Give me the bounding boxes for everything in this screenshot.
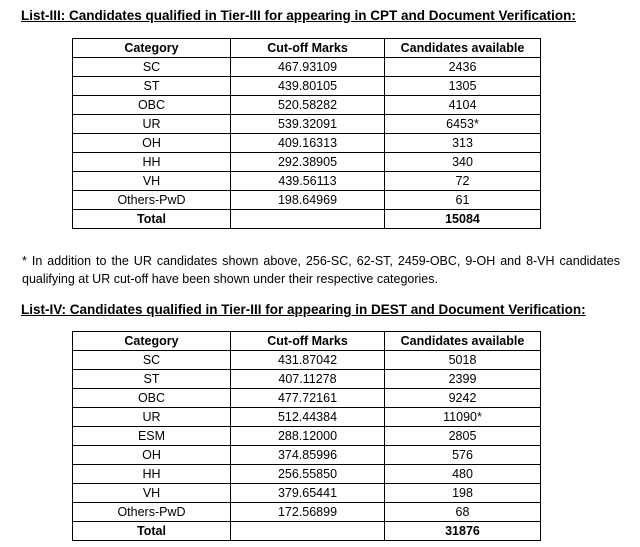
cutoff-marks-cell: 512.44384 (231, 408, 385, 427)
footnote: * In addition to the UR candidates shown above, 256-SC, 62-ST, 2459-OBC, 9-OH and 8-VH candidates qualifying at UR cut-off have been shown under their respective categories. (22, 254, 620, 286)
cutoff-marks-cell: 409.16313 (231, 134, 385, 153)
table-row (73, 465, 541, 484)
cutoff-marks-cell: 439.80105 (231, 77, 385, 96)
cutoff-marks-cell: 198.64969 (231, 191, 385, 210)
category-cell: OH (73, 134, 231, 153)
candidates-available-cell: 2805 (385, 427, 541, 446)
cutoff-marks-cell: 477.72161 (231, 389, 385, 408)
cutoff-marks-cell: 520.58282 (231, 96, 385, 115)
table-row (73, 370, 541, 389)
table-row (73, 191, 541, 210)
cutoff-marks-cell: 439.56113 (231, 172, 385, 191)
cutoff-marks-cell: 467.93109 (231, 58, 385, 77)
category-cell: ST (73, 77, 231, 96)
list-iv-heading: List-IV: Candidates qualified in Tier-III for appearing in DEST and Document Verification: (21, 302, 586, 317)
candidates-available-cell: 72 (385, 172, 541, 191)
table-row (73, 77, 541, 96)
category-cell: HH (73, 465, 231, 484)
list-iii-table (72, 38, 541, 229)
candidates-available-cell: 480 (385, 465, 541, 484)
total-row (73, 210, 541, 229)
cutoff-marks-cell: 379.65441 (231, 484, 385, 503)
category-cell: OBC (73, 389, 231, 408)
candidates-available-header: Candidates available (385, 332, 541, 351)
cutoff-marks-cell: 292.38905 (231, 153, 385, 172)
total-label: Total (73, 522, 231, 541)
candidates-available-cell: 2399 (385, 370, 541, 389)
table-row (73, 351, 541, 370)
list-iii-heading: List-III: Candidates qualified in Tier-III for appearing in CPT and Document Verification: (21, 8, 576, 23)
cutoff-marks-cell: 256.55850 (231, 465, 385, 484)
category-cell: ST (73, 370, 231, 389)
category-header: Category (73, 332, 231, 351)
total-row (73, 522, 541, 541)
cutoff-marks-cell: 374.85996 (231, 446, 385, 465)
category-cell: VH (73, 172, 231, 191)
list-iii-table-body (73, 58, 541, 210)
category-cell: OH (73, 446, 231, 465)
category-cell: UR (73, 408, 231, 427)
cutoff-marks-header: Cut-off Marks (231, 332, 385, 351)
table-row (73, 408, 541, 427)
candidates-available-cell: 9242 (385, 389, 541, 408)
candidates-available-cell: 61 (385, 191, 541, 210)
cutoff-marks-cell: 431.87042 (231, 351, 385, 370)
table-row (73, 115, 541, 134)
table-row (73, 134, 541, 153)
category-cell: SC (73, 351, 231, 370)
category-cell: Others-PwD (73, 503, 231, 522)
category-cell: Others-PwD (73, 191, 231, 210)
category-header: Category (73, 39, 231, 58)
total-empty-cell (231, 522, 385, 541)
candidates-available-cell: 313 (385, 134, 541, 153)
candidates-available-cell: 5018 (385, 351, 541, 370)
total-value: 31876 (385, 522, 541, 541)
table-row (73, 389, 541, 408)
table-row (73, 172, 541, 191)
cutoff-marks-cell: 172.56899 (231, 503, 385, 522)
category-cell: UR (73, 115, 231, 134)
total-empty-cell (231, 210, 385, 229)
cutoff-marks-cell: 288.12000 (231, 427, 385, 446)
candidates-available-cell: 340 (385, 153, 541, 172)
table-header-row (73, 39, 541, 58)
table-row (73, 153, 541, 172)
table-row (73, 503, 541, 522)
total-value: 15084 (385, 210, 541, 229)
category-cell: SC (73, 58, 231, 77)
category-cell: VH (73, 484, 231, 503)
cutoff-marks-cell: 407.11278 (231, 370, 385, 389)
category-cell: ESM (73, 427, 231, 446)
cutoff-marks-header: Cut-off Marks (231, 39, 385, 58)
table-header-row (73, 332, 541, 351)
candidates-available-cell: 576 (385, 446, 541, 465)
category-cell: OBC (73, 96, 231, 115)
candidates-available-cell: 1305 (385, 77, 541, 96)
table-row (73, 484, 541, 503)
table-row (73, 96, 541, 115)
candidates-available-cell: 4104 (385, 96, 541, 115)
candidates-available-cell: 198 (385, 484, 541, 503)
list-iv-table-body (73, 351, 541, 522)
total-label: Total (73, 210, 231, 229)
cutoff-marks-cell: 539.32091 (231, 115, 385, 134)
candidates-available-header: Candidates available (385, 39, 541, 58)
category-cell: HH (73, 153, 231, 172)
candidates-available-cell: 11090* (385, 408, 541, 427)
candidates-available-cell: 68 (385, 503, 541, 522)
list-iv-table (72, 331, 541, 541)
table-row (73, 446, 541, 465)
table-row (73, 427, 541, 446)
candidates-available-cell: 6453* (385, 115, 541, 134)
table-row (73, 58, 541, 77)
candidates-available-cell: 2436 (385, 58, 541, 77)
